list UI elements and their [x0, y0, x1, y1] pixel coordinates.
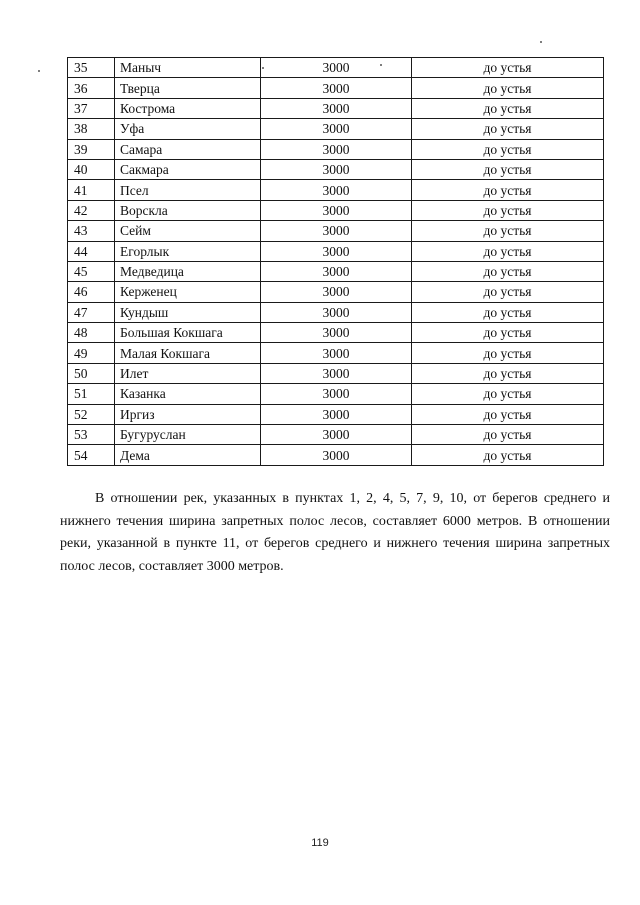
river-name-cell: Бугуруслан: [115, 425, 261, 445]
river-name-cell: Маныч: [115, 58, 261, 78]
width-cell: 3000: [261, 302, 412, 322]
scan-speck: [38, 70, 40, 72]
width-cell: 3000: [261, 180, 412, 200]
width-cell: 3000: [261, 384, 412, 404]
table-row: [68, 384, 604, 404]
limit-cell: до устья: [412, 282, 604, 302]
width-cell: 3000: [261, 323, 412, 343]
width-cell: 3000: [261, 445, 412, 465]
river-name-cell: Ворскла: [115, 200, 261, 220]
limit-cell: до устья: [412, 302, 604, 322]
table-row: [68, 200, 604, 220]
row-number-cell: 46: [68, 282, 115, 302]
river-name-cell: Тверца: [115, 78, 261, 98]
limit-cell: до устья: [412, 425, 604, 445]
row-number-cell: 53: [68, 425, 115, 445]
row-number-cell: 36: [68, 78, 115, 98]
limit-cell: до устья: [412, 384, 604, 404]
river-name-cell: Казанка: [115, 384, 261, 404]
row-number-cell: 40: [68, 159, 115, 179]
table-row: [68, 261, 604, 281]
river-name-cell: Кундыш: [115, 302, 261, 322]
width-cell: 3000: [261, 343, 412, 363]
row-number-cell: 42: [68, 200, 115, 220]
table-row: [68, 78, 604, 98]
river-name-cell: Медведица: [115, 261, 261, 281]
row-number-cell: 54: [68, 445, 115, 465]
limit-cell: до устья: [412, 159, 604, 179]
limit-cell: до устья: [412, 221, 604, 241]
row-number-cell: 39: [68, 139, 115, 159]
row-number-cell: 48: [68, 323, 115, 343]
row-number-cell: 41: [68, 180, 115, 200]
table-row: [68, 241, 604, 261]
river-name-cell: Иргиз: [115, 404, 261, 424]
table-row: [68, 180, 604, 200]
limit-cell: до устья: [412, 261, 604, 281]
width-cell: 3000: [261, 425, 412, 445]
scan-speck: [380, 64, 382, 66]
row-number-cell: 44: [68, 241, 115, 261]
table-row: [68, 58, 604, 78]
width-cell: 3000: [261, 119, 412, 139]
width-cell: 3000: [261, 404, 412, 424]
width-cell: 3000: [261, 159, 412, 179]
limit-cell: до устья: [412, 180, 604, 200]
limit-cell: до устья: [412, 404, 604, 424]
river-name-cell: Егорлык: [115, 241, 261, 261]
table-row: [68, 425, 604, 445]
limit-cell: до устья: [412, 139, 604, 159]
river-name-cell: Самара: [115, 139, 261, 159]
table-row: [68, 159, 604, 179]
river-name-cell: Малая Кокшага: [115, 343, 261, 363]
row-number-cell: 43: [68, 221, 115, 241]
river-name-cell: Большая Кокшага: [115, 323, 261, 343]
limit-cell: до устья: [412, 58, 604, 78]
width-cell: 3000: [261, 363, 412, 383]
river-name-cell: Дема: [115, 445, 261, 465]
river-name-cell: Илет: [115, 363, 261, 383]
limit-cell: до устья: [412, 363, 604, 383]
limit-cell: до устья: [412, 200, 604, 220]
width-cell: 3000: [261, 58, 412, 78]
row-number-cell: 50: [68, 363, 115, 383]
width-cell: 3000: [261, 241, 412, 261]
width-cell: 3000: [261, 139, 412, 159]
rivers-table-body: [68, 58, 604, 466]
row-number-cell: 49: [68, 343, 115, 363]
limit-cell: до устья: [412, 241, 604, 261]
row-number-cell: 35: [68, 58, 115, 78]
table-row: [68, 343, 604, 363]
table-row: [68, 323, 604, 343]
limit-cell: до устья: [412, 323, 604, 343]
river-name-cell: Псел: [115, 180, 261, 200]
limit-cell: до устья: [412, 98, 604, 118]
row-number-cell: 37: [68, 98, 115, 118]
river-name-cell: Сейм: [115, 221, 261, 241]
row-number-cell: 47: [68, 302, 115, 322]
width-cell: 3000: [261, 200, 412, 220]
river-name-cell: Уфа: [115, 119, 261, 139]
body-paragraph: В отношении рек, указанных в пунктах 1, 2, 4, 5, 7, 9, 10, от берегов среднего и нижнего течения ширина запретных полос лесов, составляет 6000 метров. В отношении реки, указанной в пункте 11, от берегов среднего и нижнего течения ширина запретных полос лесов, составляет 3000 метров.: [60, 491, 610, 574]
river-name-cell: Кострома: [115, 98, 261, 118]
limit-cell: до устья: [412, 445, 604, 465]
table-row: [68, 221, 604, 241]
page-number: 119: [311, 837, 329, 849]
row-number-cell: 45: [68, 261, 115, 281]
table-row: [68, 445, 604, 465]
row-number-cell: 52: [68, 404, 115, 424]
width-cell: 3000: [261, 98, 412, 118]
limit-cell: до устья: [412, 78, 604, 98]
width-cell: 3000: [261, 282, 412, 302]
width-cell: 3000: [261, 261, 412, 281]
table-row: [68, 98, 604, 118]
limit-cell: до устья: [412, 119, 604, 139]
table-row: [68, 302, 604, 322]
scan-speck: [540, 41, 542, 43]
river-name-cell: Сакмара: [115, 159, 261, 179]
row-number-cell: 38: [68, 119, 115, 139]
scan-speck: [262, 67, 264, 69]
table-row: [68, 363, 604, 383]
rivers-table: [67, 57, 604, 466]
table-row: [68, 139, 604, 159]
width-cell: 3000: [261, 221, 412, 241]
table-row: [68, 119, 604, 139]
table-row: [68, 282, 604, 302]
limit-cell: до устья: [412, 343, 604, 363]
width-cell: 3000: [261, 78, 412, 98]
table-row: [68, 404, 604, 424]
river-name-cell: Керженец: [115, 282, 261, 302]
row-number-cell: 51: [68, 384, 115, 404]
